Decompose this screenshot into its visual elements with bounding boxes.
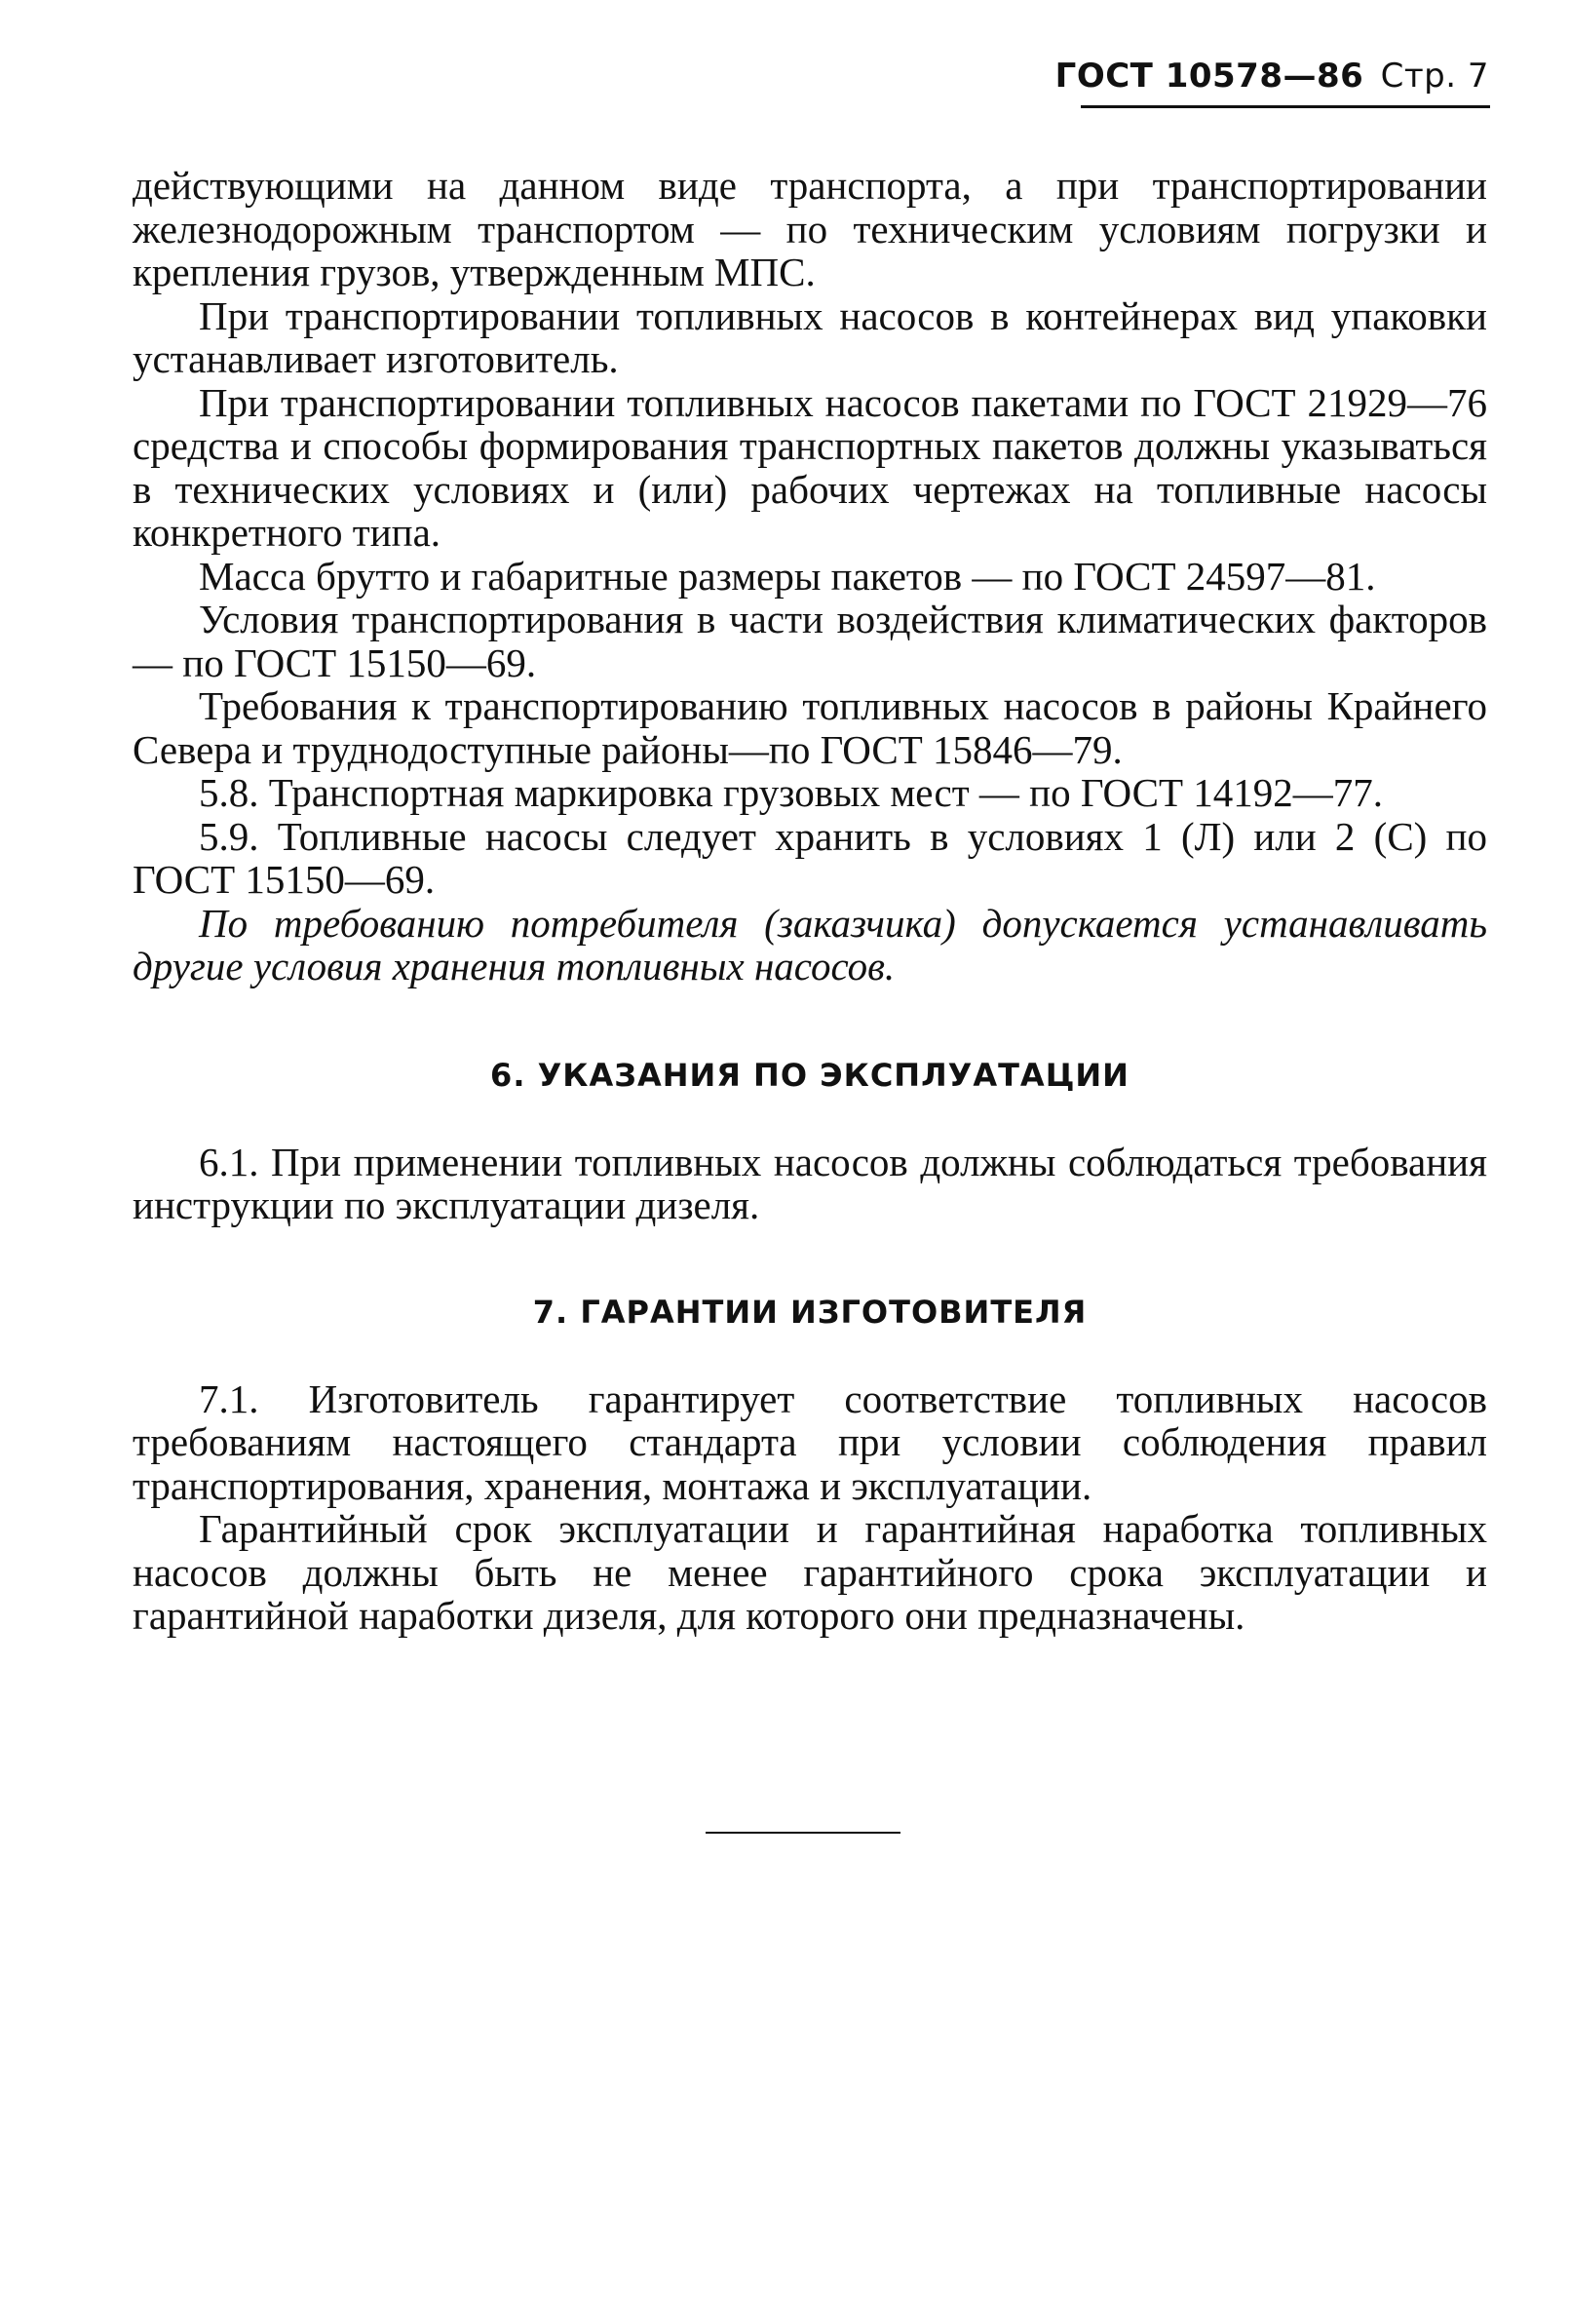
- paragraph-package-transport: При транспортировании топливных насосов пакетами по ГОСТ 21929—76 средства и способы формирования транспортных пакетов должны указываться в технических условиях и (или) рабочих чертежах на топливные насосы конкретного типа.: [133, 379, 1487, 555]
- body-text: [133, 164, 1487, 1638]
- running-header: [1055, 57, 1489, 96]
- page-number: Стр. 7: [1380, 57, 1489, 96]
- section-heading-operation: 6. УКАЗАНИЯ ПО ЭКСПЛУАТАЦИИ: [490, 1056, 1130, 1094]
- paragraph-climatic-conditions: Условия транспортирования в части воздействия климатических факторов — по ГОСТ 15150—69.: [133, 597, 1487, 685]
- paragraph-7-1: 7.1. Изготовитель гарантирует соответствие топливных насосов требованиям настоящего стандарта при условии соблюдения правил транспортирования, хранения, монтажа и эксплуатации.: [133, 1375, 1487, 1508]
- paragraph-5-9-storage: 5.9. Топливные насосы следует хранить в условиях 1 (Л) или 2 (С) по ГОСТ 15150—69.: [133, 813, 1487, 902]
- paragraph-continuation: действующими на данном виде транспорта, а при транспортировании железнодорожным транспортом — по техническим условиям погрузки и крепления грузов, утвержденным МПС.: [133, 163, 1487, 294]
- paragraph-customer-storage: По требованию потребителя (заказчика) допускается устанавливать другие условия хранения топливных насосов.: [133, 900, 1487, 988]
- paragraph-gross-mass: Масса брутто и габаритные размеры пакетов — по ГОСТ 24597—81.: [199, 553, 1376, 599]
- paragraph-6-1: 6.1. При применении топливных насосов должны соблюдаться требования инструкции по эксплуатации дизеля.: [133, 1139, 1487, 1227]
- paragraph-warranty-period: Гарантийный срок эксплуатации и гарантийная наработка топливных насосов должны быть не менее гарантийного срока эксплуатации и гарантийной наработки дизеля, для которого они предназначены.: [133, 1506, 1487, 1638]
- paragraph-far-north: Требования к транспортированию топливных насосов в районы Крайнего Севера и труднодоступные районы—по ГОСТ 15846—79.: [133, 683, 1487, 772]
- end-of-text-rule: [706, 1832, 900, 1834]
- standard-number: ГОСТ 10578—86: [1054, 57, 1364, 96]
- paragraph-container-packaging: При транспортировании топливных насосов в контейнерах вид упаковки устанавливает изготовитель.: [133, 292, 1487, 381]
- paragraph-5-8-marking: 5.8. Транспортная маркировка грузовых мест — по ГОСТ 14192—77.: [199, 770, 1384, 815]
- section-heading-warranty: 7. ГАРАНТИИ ИЗГОТОВИТЕЛЯ: [532, 1293, 1088, 1331]
- header-rule: [1081, 105, 1490, 108]
